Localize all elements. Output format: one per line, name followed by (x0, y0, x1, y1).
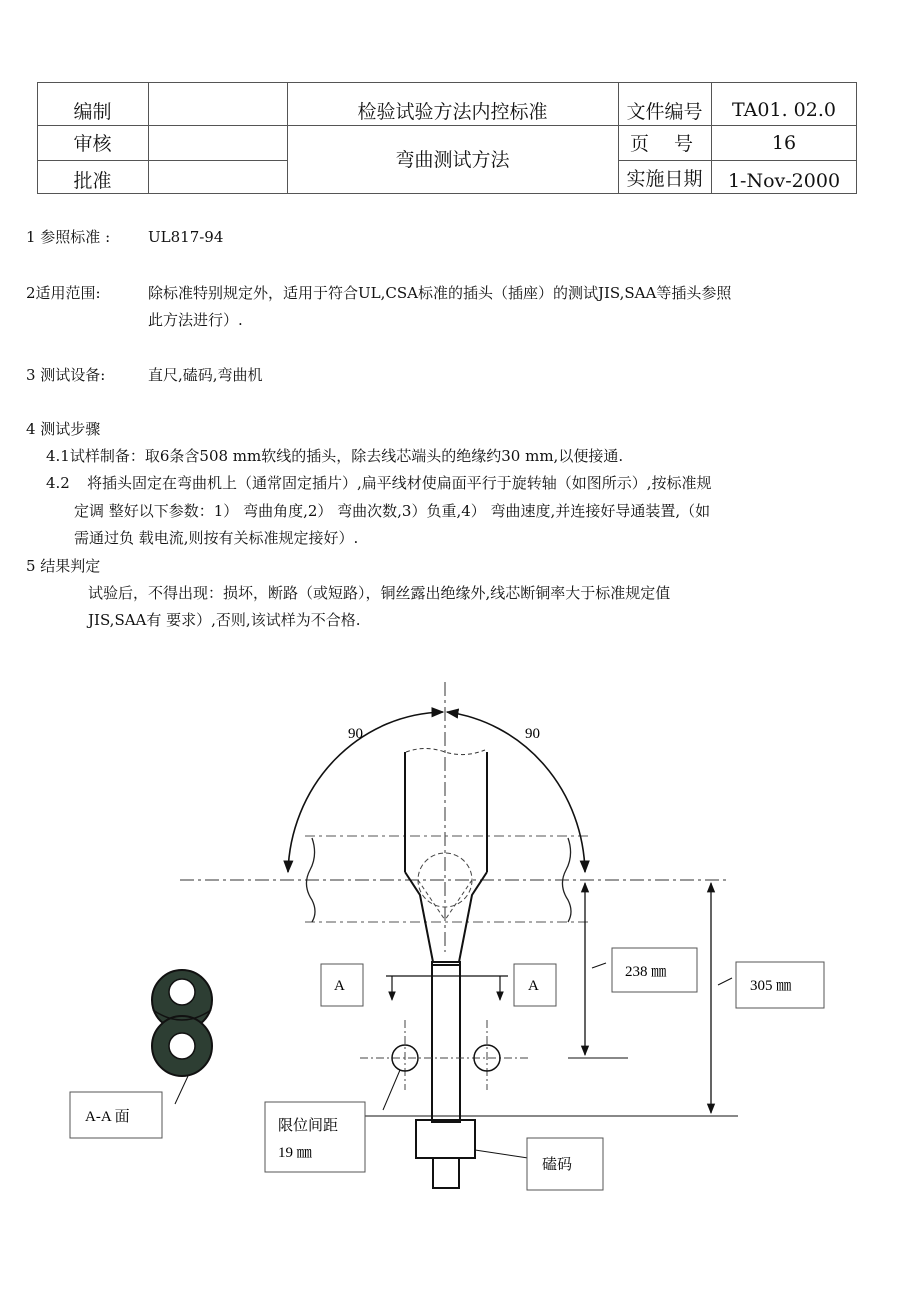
s42-num: 4.2 (46, 474, 70, 492)
section-label: A-A 面 (85, 1109, 130, 1125)
s1-value: UL817-94 (148, 228, 224, 246)
section-mark-right: A (528, 978, 539, 994)
doc-title: 检验试验方法内控标准 (357, 100, 548, 123)
bend-test-diagram (0, 660, 920, 1260)
weight-block (416, 1120, 475, 1158)
weight-label: 磕码 (542, 1157, 573, 1173)
gap-label-box (265, 1102, 365, 1172)
s2-line2: 此方法进行）. (148, 311, 243, 329)
gap-label-2: 19 ㎜ (278, 1145, 312, 1161)
weight-stem (433, 1158, 459, 1188)
doc-no-label: 文件编号 (626, 100, 703, 123)
angle-label-left: 90 (348, 726, 363, 742)
s42-line2: 定调 整好以下参数：1） 弯曲角度,2） 弯曲次数,3）负重,4） 弯曲速度,并连接好导通装置,（如 (74, 502, 711, 520)
compile-label: 编制 (73, 100, 112, 123)
page-no: 16 (771, 132, 797, 154)
page-label-b: 号 (673, 133, 693, 155)
s4-label: 4 测试步骤 (26, 420, 101, 438)
s5-label: 5 结果判定 (26, 557, 101, 575)
s42-line3: 需通过负 载电流,则按有关标准规定接好）. (74, 529, 359, 547)
section-mark-left: A (334, 978, 345, 994)
s3-label: 3 测试设备: (26, 366, 106, 384)
header-table (37, 82, 857, 194)
angle-arc-left (288, 712, 443, 872)
s3-value: 直尺,磕码,弯曲机 (148, 366, 263, 384)
conductor-upper (169, 979, 195, 1005)
conductor-lower (169, 1033, 195, 1059)
review-label: 审核 (73, 133, 112, 155)
gap-label-1: 限位间距 (278, 1118, 339, 1134)
s1-label: 1 参照标准 : (26, 228, 111, 246)
page-label-a: 页 (630, 133, 650, 155)
cable (432, 962, 460, 1122)
s41-text: 4.1试样制备：取6条含508 mm软线的插头，除去线芯端头的绝缘约30 mm,以便接通. (46, 447, 624, 465)
date-value: 1-Nov-2000 (727, 170, 841, 192)
method-title: 弯曲测试方法 (395, 148, 510, 171)
s5-line2: JIS,SAA有 要求）,否则,该试样为不合格. (88, 611, 361, 629)
angle-arc-right (447, 712, 585, 872)
plug-taper-right (459, 872, 487, 962)
s2-label: 2适用范围: (26, 284, 101, 302)
date-label: 实施日期 (626, 167, 703, 190)
page-label (618, 125, 711, 160)
approve-label: 批准 (73, 169, 112, 192)
s5-line1: 试验后，不得出现：损坏，断路（或短路），铜丝露出绝缘外,线芯断铜率大于标准规定值 (88, 584, 671, 602)
plug-taper-left (405, 872, 433, 962)
doc-no: TA01. 02.0 (732, 99, 836, 121)
s2-line1: 除标准特别规定外，适用于符合UL,CSA标准的插头（插座）的测试JIS,SAA等插头参照 (148, 284, 732, 302)
angle-label-right: 90 (525, 726, 540, 742)
s42-line1: 将插头固定在弯曲机上（通常固定插片）,扁平线材使扁面平行于旋转轴（如图所示）,按标准规 (87, 474, 712, 492)
dim-238-label: 238 ㎜ (625, 964, 667, 980)
dim-305-label: 305 ㎜ (750, 978, 792, 994)
